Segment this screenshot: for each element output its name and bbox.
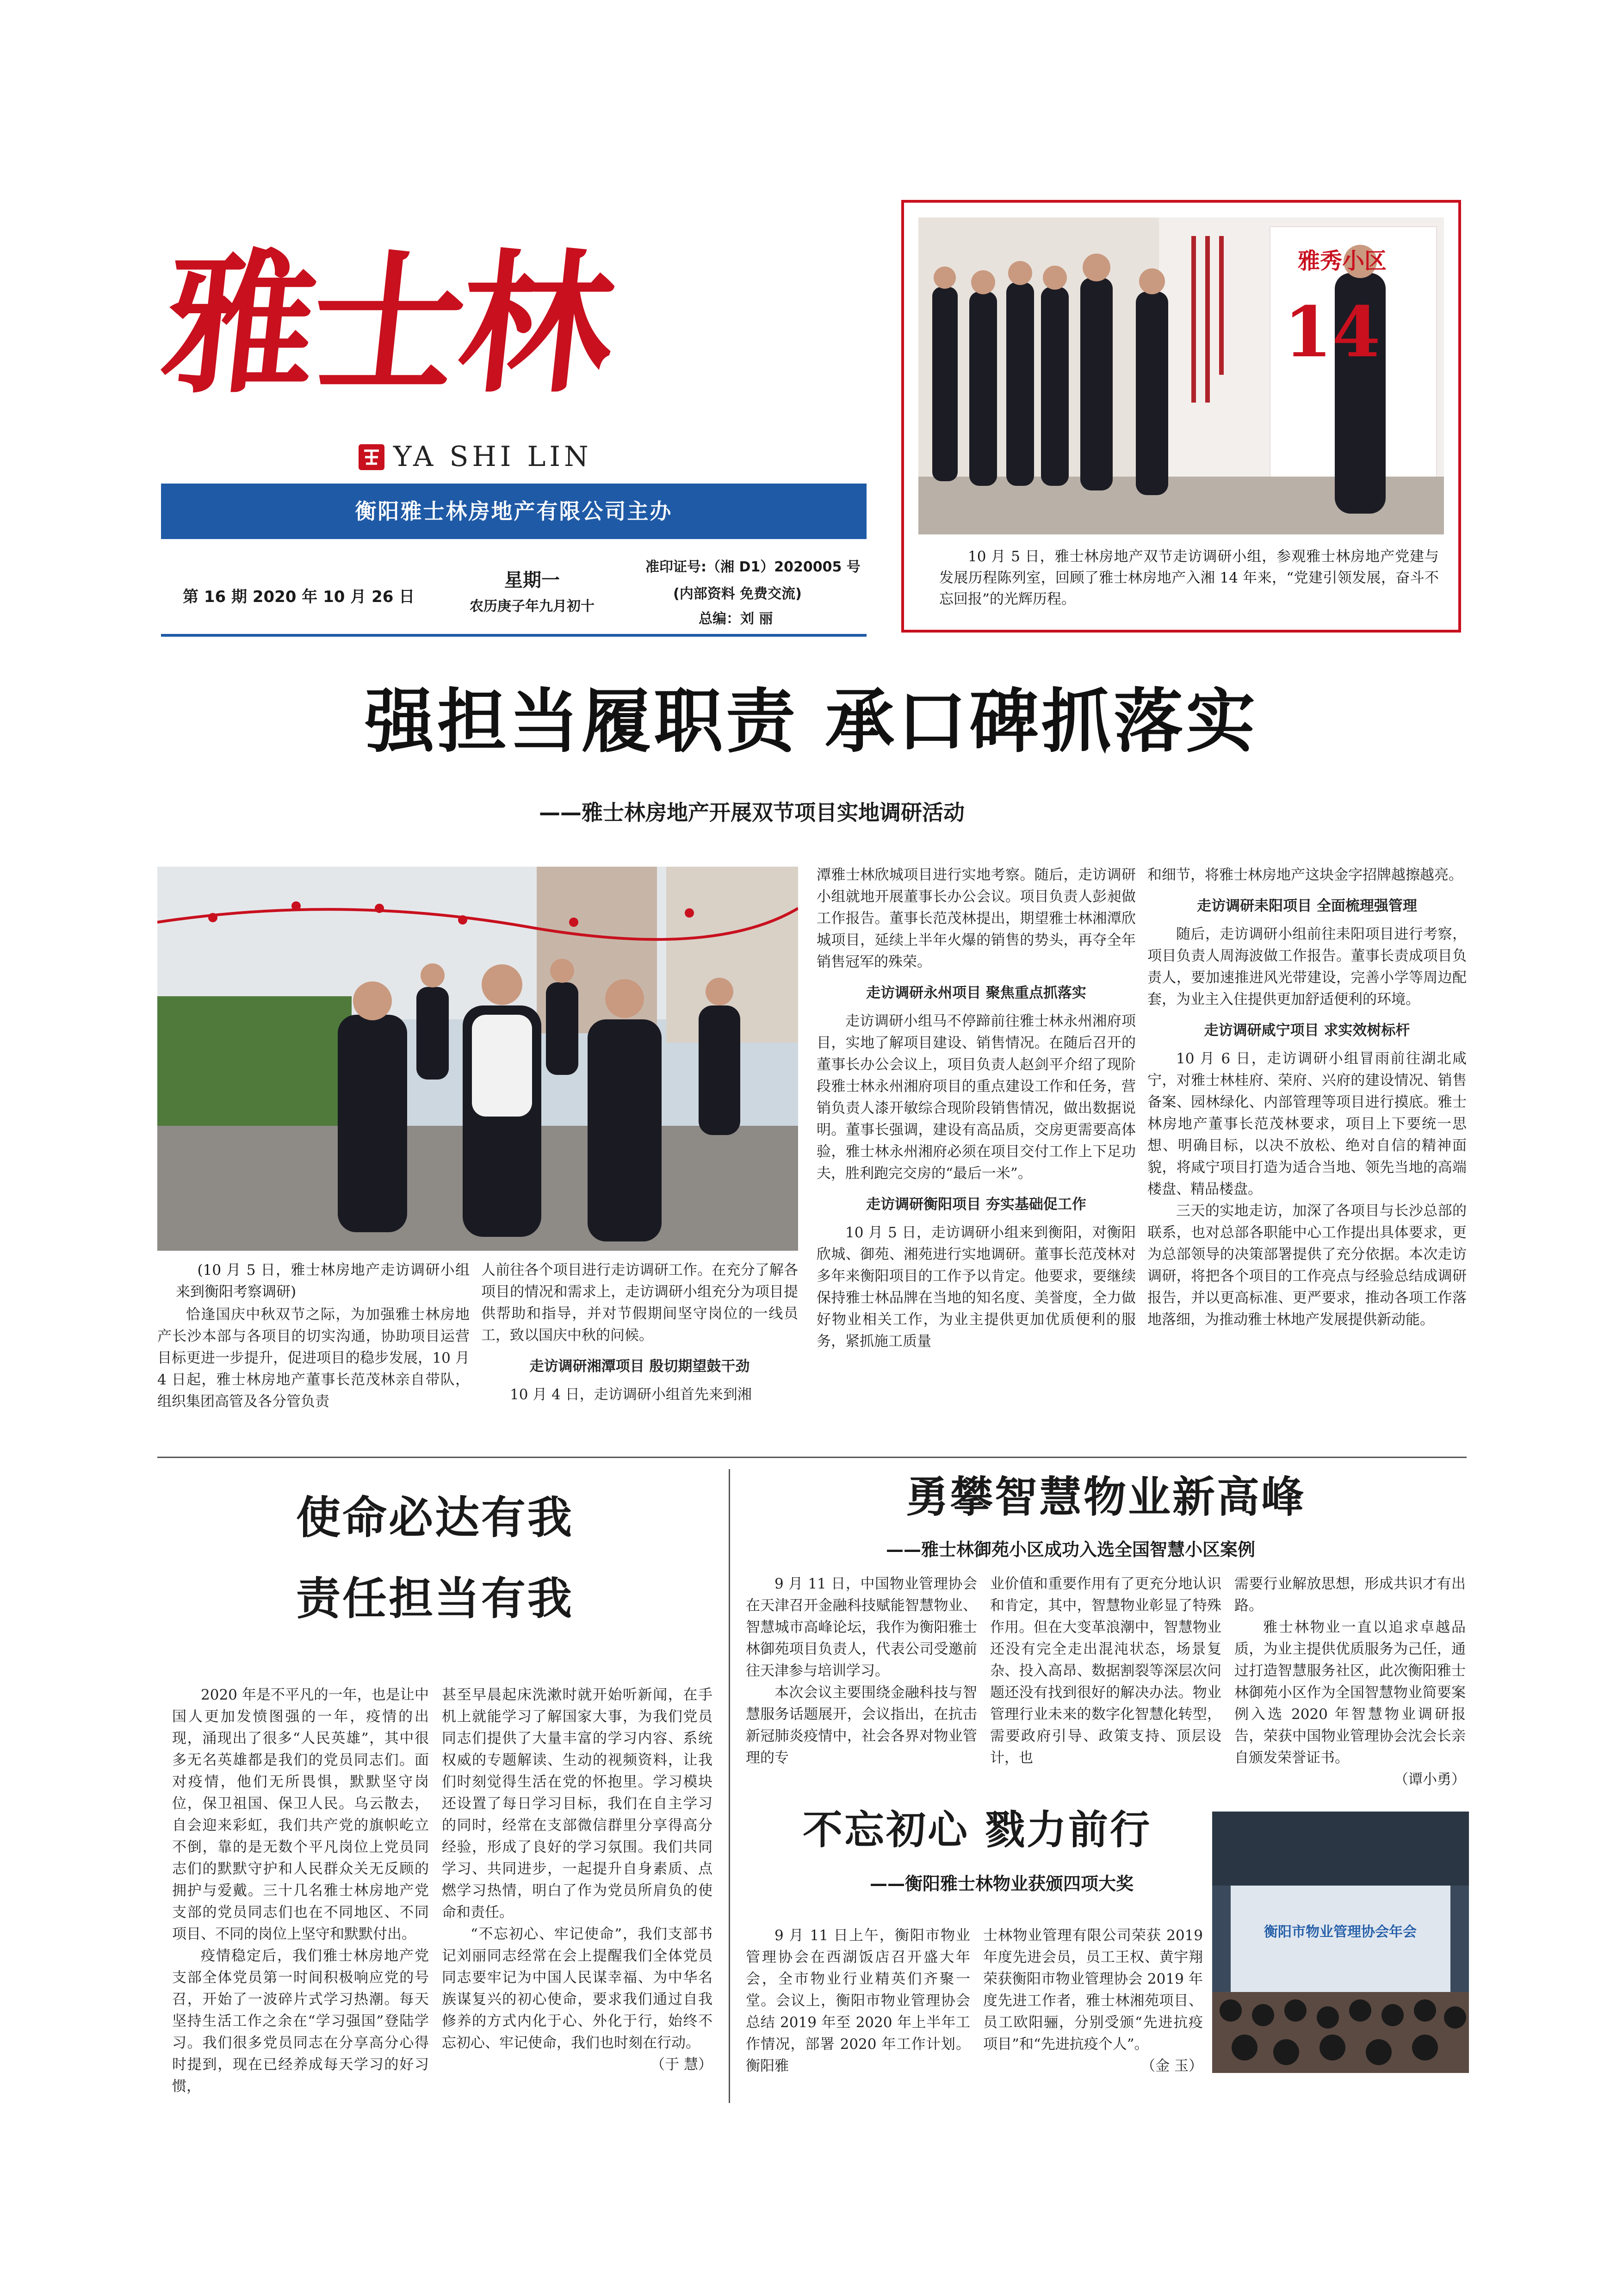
lead-col-2 bbox=[481, 1260, 798, 1406]
masthead-romanized: YA SHI LIN bbox=[393, 441, 592, 473]
award-col-1 bbox=[746, 1925, 970, 2077]
award-screen-text: 衡阳市物业管理协会年会 bbox=[1264, 1924, 1417, 1940]
lead-paragraph: 10 月 6 日，走访调研小组冒雨前往湖北咸宁，对雅士林桂府、荣府、兴府的建设情况、销售备案、园林绿化、内部管理等项目进行摸底。雅士林房地产董事长范茂林要求，项目上下要统一思想、明确目标，以决不放松、绝对自信的精神面貌，将咸宁项目打造为适合当地、领先当地的高端楼盘、精品楼盘。 bbox=[1147, 1050, 1467, 1198]
sponsor-banner: 衡阳雅士林房地产有限公司主办 bbox=[161, 484, 867, 539]
lead-paragraph: 走访调研小组马不停蹄前往雅士林永州湘府项目，实地了解项目建设、销售情况。在随后召开的董事长办公会议上，项目负责人赵剑平介绍了现阶段雅士林永州湘府项目的重点建设工作和任务，营销负责人漆开敏综合现阶段销售情况，做出数据说明。董事长强调，建设有高品质，交房更需要高体验，雅士林永州湘府必须在项目交付工作上下足功夫，胜利跑完交房的“最后一米”。 bbox=[817, 1013, 1136, 1182]
permit-note: (内部资料 免费交流) bbox=[673, 586, 802, 602]
lead-photo-caption: (10 月 5 日，雅士林房地产走访调研小组来到衡阳考察调研) bbox=[176, 1262, 470, 1300]
mission-headline-1: 使命必达有我 bbox=[296, 1491, 574, 1544]
permit-number: 准印证号:（湘 D1）2020005 号 bbox=[645, 559, 861, 575]
lead-col-1 bbox=[157, 1304, 470, 1413]
lead-paragraph: 人前往各个项目进行走访调研工作。在充分了解各项目的情况和需求上，走访调研小组充分为项目提供帮助和指导，并对节假期间坚守岗位的一线员工，致以国庆中秋的问候。 bbox=[481, 1262, 798, 1344]
lead-subheadline: ——雅士林房地产开展双节项目实地调研活动 bbox=[539, 800, 965, 825]
masthead-title: 雅士林 bbox=[155, 234, 618, 414]
section-divider bbox=[157, 1457, 1467, 1458]
top-photo bbox=[918, 217, 1444, 534]
mission-col-2 bbox=[442, 1684, 712, 2076]
mission-paragraph: “不忘初心、牢记使命”，我们支部书记刘丽同志经常在会上提醒我们全体党员同志要牢记为中国人民谋幸福、为中华名族谋复兴的初心使命，要求我们通过自我修养的方式内化于心、外化于行，始终不忘初心、牢记使命，我们也时刻在行动。 bbox=[442, 1926, 712, 2051]
masthead-rule bbox=[161, 634, 867, 637]
mission-paragraph: 疫情稳定后，我们雅士林房地产党支部全体党员第一时间积极响应党的号召，开始了一波碎片式学习热潮。每天坚持生活工作之余在“学习强国”登陆学习。我们很多党员同志在分享高分心得时提到，现在已经养成每天学习的好习惯， bbox=[172, 1948, 429, 2095]
section-title-yongzhou: 走访调研永州项目 聚焦重点抓落实 bbox=[866, 985, 1086, 1001]
award-photo bbox=[1212, 1812, 1469, 2073]
logo-mark-icon bbox=[359, 444, 384, 470]
lead-paragraph: 10 月 4 日，走访调研小组首先来到湘 bbox=[510, 1386, 752, 1403]
weekday: 星期一 bbox=[504, 570, 560, 591]
lead-col-3 bbox=[817, 864, 1136, 1353]
sign-text: 雅秀小区 bbox=[1298, 248, 1387, 274]
masthead-logo bbox=[359, 444, 384, 470]
section-title-xianning: 走访调研咸宁项目 求实效树标杆 bbox=[1204, 1022, 1410, 1039]
smart-paragraph: 雅士林物业一直以追求卓越品质，为业主提供优质服务为己任，通过打造智慧服务社区，此次衡阳雅士林御苑小区作为全国智慧物业简要案例入选 2020 年智慧物业调研报告，荣获中国物业管理协会沈会长亲自颁发荣誉证书。 bbox=[1234, 1619, 1466, 1766]
award-col-2 bbox=[983, 1925, 1203, 2077]
smart-paragraph: 需要行业解放思想，形成共识才有出路。 bbox=[1234, 1576, 1466, 1614]
mission-col-1 bbox=[172, 1684, 429, 2097]
mission-paragraph: 2020 年是不平凡的一年，也是让中国人更加发愤图强的一年，疫情的出现，涌现出了很多“人民英雄”，其中很多无名英雄都是我们的党员同志们。面对疫情，他们无所畏惧，默默坚守岗位，保卫祖国、保卫人民。乌云散去，自会迎来彩虹，我们共产党的旗帜屹立不倒，靠的是无数个平凡岗位上党员同志们的默默守护和人民群众关无反顾的拥护与爱戴。三十几名雅士林房地产党支部的党员同志们也在不同地区、不同项目、不同的岗位上坚守和默默付出。 bbox=[172, 1687, 429, 1942]
lead-headline: 强担当履职责 承口碑抓落实 bbox=[365, 682, 1258, 762]
award-subheadline: ——衡阳雅士林物业获颁四项大奖 bbox=[870, 1874, 1134, 1894]
award-signature: （金 玉） bbox=[1141, 2058, 1203, 2074]
smart-col-2 bbox=[990, 1573, 1221, 1769]
section-title-xiangtan: 走访调研湘潭项目 殷切期望鼓干劲 bbox=[529, 1358, 750, 1375]
smart-subheadline: ——雅士林御苑小区成功入选全国智慧小区案例 bbox=[886, 1539, 1256, 1560]
smart-paragraph: 9 月 11 日，中国物业管理协会在天津召开金融科技赋能智慧物业、智慧城市高峰论坛，我作为衡阳雅士林御苑项目负责人，代表公司受邀前往天津参与培训学习。 bbox=[746, 1576, 977, 1679]
award-paragraph: 士林物业管理有限公司荣获 2019 年度先进会员，员工王权、黄宇翔荣获衡阳市物业管理协会 2019 年度先进工作者，雅士林湘苑项目、员工欧阳骊，分别受颁“先进抗疫项目”和“先进抗疫个人”。 bbox=[983, 1927, 1203, 2053]
lead-photo bbox=[157, 867, 798, 1251]
smart-signature: （谭小勇） bbox=[1394, 1771, 1466, 1788]
section-title-hengyang: 走访调研衡阳项目 夯实基础促工作 bbox=[866, 1196, 1086, 1213]
chief-editor: 总编：刘 丽 bbox=[699, 611, 773, 627]
section-title-leiyang: 走访调研耒阳项目 全面梳理强管理 bbox=[1197, 898, 1417, 914]
smart-paragraph: 业价值和重要作用有了更充分地认识和肯定，其中，智慧物业彰显了特殊作用。但在大变革浪潮中，智慧物业还没有完全走出混沌状态，场景复杂、投入高昂、数据割裂等深层次问题还没有找到很好的解决办法。物业管理行业未来的数字化智慧化转型，需要政府引导、政策支持、顶层设计，也 bbox=[990, 1576, 1221, 1766]
lead-paragraph: 恰逢国庆中秋双节之际，为加强雅士林房地产长沙本部与各项目的切实沟通，协助项目运营目标更进一步提升，促进项目的稳步发展，10 月 4 日起，雅士林房地产董事长范茂林亲自带队，组织集团高管及各分管负责 bbox=[157, 1306, 470, 1410]
smart-paragraph: 本次会议主要围绕金融科技与智慧服务话题展开，会议指出，在抗击新冠肺炎疫情中，社会各界对物业管理的专 bbox=[746, 1684, 977, 1766]
mission-paragraph: 甚至早晨起床洗漱时就开始听新闻，在手机上就能学习了解国家大事，为我们党员同志们提供了大量丰富的学习内容、系统权威的专题解读、生动的视频资料，让我们时刻觉得生活在党的怀抱里。学习模块还设置了每日学习目标，我们在自主学习的同时，经常在支部微信群里分享得高分经验，形成了良好的学习氛围。我们共同学习、共同进步，一起提升自身素质、点燃学习热情，明白了作为党员所肩负的使命和责任。 bbox=[442, 1687, 712, 1921]
lunar-date: 农历庚子年九月初十 bbox=[470, 598, 595, 614]
sign-number: 14 bbox=[1284, 292, 1381, 373]
column-divider bbox=[729, 1469, 730, 2103]
mission-headline-2: 责任担当有我 bbox=[296, 1572, 574, 1625]
lead-paragraph: 和细节，将雅士林房地产这块金字招牌越擦越亮。 bbox=[1147, 867, 1463, 883]
smart-col-1 bbox=[746, 1573, 977, 1769]
lead-col-4 bbox=[1147, 864, 1467, 1331]
mission-signature: （于 慧） bbox=[650, 2056, 712, 2073]
issue-info: 第 16 期 2020 年 10 月 26 日 bbox=[183, 588, 415, 606]
lead-paragraph: 10 月 5 日，走访调研小组来到衡阳，对衡阳欣城、御苑、湘苑进行实地调研。董事长范茂林对多年来衡阳项目的工作予以肯定。他要求，要继续保持雅士林品牌在当地的知名度、美誉度，全力做好物业相关工作，为业主提供更加优质便利的服务，紧抓施工质量 bbox=[817, 1224, 1136, 1350]
top-photo-caption: 10 月 5 日，雅士林房地产双节走访调研小组，参观雅士林房地产党建与发展历程陈列室，回顾了雅士林房地产入湘 14 年来，“党建引领发展，奋斗不忘回报”的光辉历程。 bbox=[939, 548, 1439, 608]
lead-paragraph: 潭雅士林欣城项目进行实地考察。随后，走访调研小组就地开展董事长办公会议。项目负责人彭昶做工作报告。董事长范茂林提出，期望雅士林湘潭欣城项目，延续上半年火爆的销售的势头，再夺全年销售冠军的殊荣。 bbox=[817, 867, 1136, 970]
lead-paragraph: 随后，走访调研小组前往耒阳项目进行考察，项目负责人周海波做工作报告。董事长责成项目负责人，要加速推进风光带建设，完善小学等周边配套，为业主入住提供更加舒适便利的环境。 bbox=[1147, 926, 1467, 1008]
award-headline: 不忘初心 戮力前行 bbox=[803, 1806, 1152, 1853]
award-paragraph: 9 月 11 日上午，衡阳市物业管理协会在西湖饭店召开盛大年会，全市物业行业精英们齐聚一堂。会议上，衡阳市物业管理协会总结 2019 年至 2020 年上半年工作情况，部署 2020 年工作计划。衡阳雅 bbox=[746, 1927, 970, 2074]
smart-headline: 勇攀智慧物业新高峰 bbox=[905, 1472, 1306, 1522]
smart-col-3 bbox=[1234, 1573, 1466, 1791]
lead-paragraph: 三天的实地走访，加深了各项目与长沙总部的联系，也对总部各职能中心工作提出具体要求，更为总部领导的决策部署提供了充分依据。本次走访调研，将把各个项目的工作亮点与经验总结成调研报告，并以更高标准、更严要求，推动各项工作落地落细，为推动雅士林地产发展提供新动能。 bbox=[1147, 1203, 1467, 1328]
